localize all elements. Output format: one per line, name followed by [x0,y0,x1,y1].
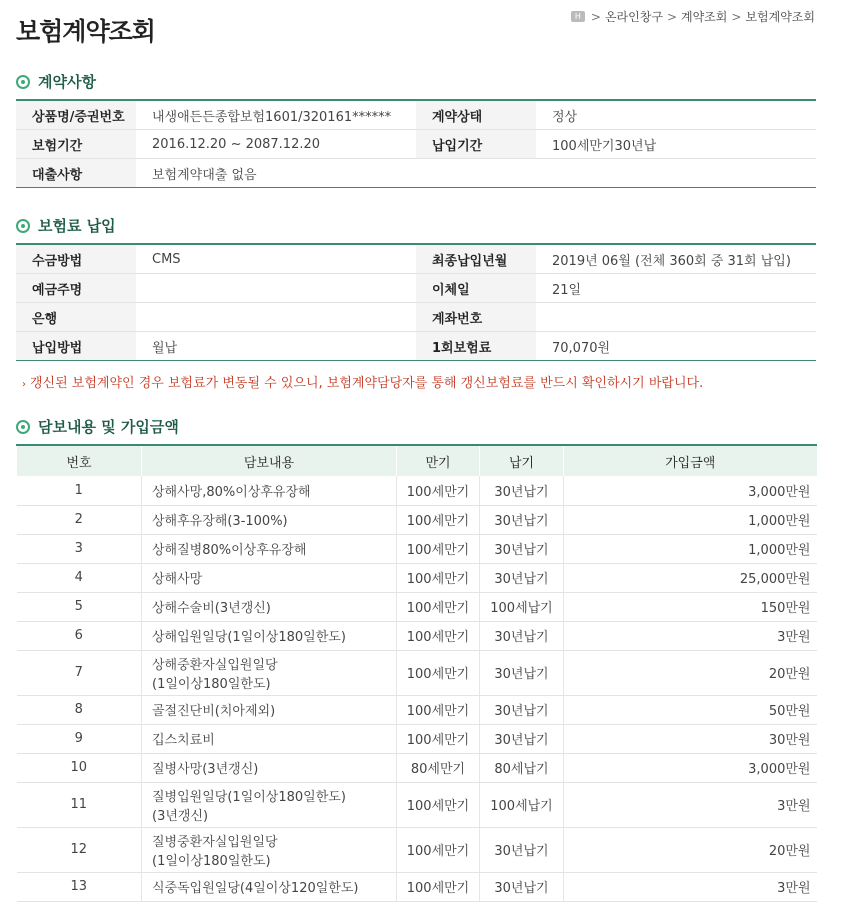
coverage-name-line: 식중독입원일당(4일이상120일한도) [152,881,359,896]
coverage-name [142,650,397,695]
payment-period: 30년납기 [480,534,564,563]
bank-value [136,303,416,332]
coverage-name-line: 상해수술비(3년갱신) [152,601,271,616]
breadcrumb-item-contract-inquiry[interactable]: 계약조회 [681,10,728,24]
maturity: 100세만기 [397,695,480,724]
payment-period: 30년납기 [480,476,564,505]
payment-period: 30년납기 [480,695,564,724]
coverage-name [142,695,397,724]
section-title-text: 보험료 납입 [38,217,116,235]
coverage-amount: 1,000만원 [564,505,817,534]
maturity: 100세만기 [397,534,480,563]
label: 대출사항 [16,159,136,188]
section-title-coverage [16,416,179,437]
table-row [17,592,817,621]
coverage-name-line: 상해중환자실입원일당 [152,657,278,673]
row-number: 3 [17,534,142,563]
method-value: CMS [136,244,416,274]
row-number: 12 [17,827,142,872]
product-value: 내생애든든종합보험1601/320161****** [136,100,416,130]
payment-period: 30년납기 [480,827,564,872]
status-value: 정상 [536,100,816,130]
coverage-name [142,782,397,827]
row-number: 9 [17,724,142,753]
section-title-contract [16,71,96,92]
coverage-name-line: 골절진단비(치아제외) [152,704,276,719]
holder-value [136,274,416,303]
table-row [17,650,817,695]
table-row [17,534,817,563]
chevron-right-icon: > [731,9,742,24]
coverage-name [142,827,397,872]
coverage-name [142,724,397,753]
row-number: 6 [17,621,142,650]
table-row [17,563,817,592]
maturity: 100세만기 [397,872,480,901]
maturity: 100세만기 [397,621,480,650]
coverage-amount: 1,000만원 [564,534,817,563]
row-number: 7 [17,650,142,695]
account-value [536,303,816,332]
row-number: 4 [17,563,142,592]
section-title-text: 담보내용 및 가입금액 [38,418,179,436]
maturity: 100세만기 [397,505,480,534]
renewal-notice [22,372,703,391]
bullet-icon [16,420,30,434]
notice-text: 갱신된 보험계약인 경우 보험료가 변동될 수 있으니, 보험계약담당자를 통해 갱신보험료를 반드시 확인하시기 바랍니다. [30,376,704,391]
section-title-premium [16,215,116,236]
header-amount: 가입금액 [564,445,817,476]
coverage-name [142,476,397,505]
coverage-name-line: 질병입원일당(1일이상180일한도) [152,789,346,805]
maturity: 100세만기 [397,563,480,592]
transfer-day-value: 21일 [536,274,816,303]
payment-period: 30년납기 [480,621,564,650]
coverage-name [142,563,397,592]
coverage-name-line: 질병사망(3년갱신) [152,762,259,777]
coverage-amount: 3만원 [564,782,817,827]
coverage-amount: 50만원 [564,695,817,724]
coverage-amount: 20만원 [564,650,817,695]
per-premium-value: 70,070원 [552,340,611,356]
coverage-table [16,444,817,902]
row-number: 1 [17,476,142,505]
table-row [17,872,817,901]
header-no: 번호 [17,445,142,476]
coverage-name-line: 질병중환자실입원일당 [152,834,278,850]
coverage-name [142,621,397,650]
coverage-amount: 3,000만원 [564,753,817,782]
coverage-amount: 150만원 [564,592,817,621]
row-number: 5 [17,592,142,621]
table-row [17,476,817,505]
coverage-name [142,753,397,782]
label: 은행 [16,303,136,332]
label: 예금주명 [16,274,136,303]
label: 이체일 [416,274,536,303]
breadcrumb [571,8,815,25]
section-title-text: 계약사항 [38,73,96,91]
coverage-name-line: 상해사망,80%이상후유장해 [152,484,311,500]
bullet-icon [16,219,30,233]
payment-period: 30년납기 [480,505,564,534]
table-row [17,621,817,650]
header-coverage: 담보내용 [142,445,397,476]
chevron-right-icon: > [590,9,601,24]
coverage-name-line: (1일이상180일한도) [152,676,271,692]
table-row [17,753,817,782]
maturity: 100세만기 [397,782,480,827]
payment-period: 100세납기 [480,592,564,621]
row-number: 8 [17,695,142,724]
label: 수금방법 [16,244,136,274]
coverage-amount: 3만원 [564,872,817,901]
payment-period: 100세납기 [480,782,564,827]
coverage-amount: 3,000만원 [564,476,817,505]
label: 1회보험료 [416,332,536,361]
payment-period: 30년납기 [480,650,564,695]
row-number: 2 [17,505,142,534]
coverage-name-line: (1일이상180일한도) [152,853,271,869]
label: 계약상태 [416,100,536,130]
maturity: 100세만기 [397,592,480,621]
label: 납입방법 [16,332,136,361]
home-icon[interactable]: H [571,11,585,22]
bullet-icon [16,75,30,89]
breadcrumb-item-online[interactable]: 온라인창구 [604,10,663,24]
table-row [17,695,817,724]
loan-value: 보험계약대출 없음 [152,167,257,183]
payment-period: 30년납기 [480,563,564,592]
coverage-name [142,534,397,563]
label: 상품명/증권번호 [16,100,136,130]
payment-period: 80세납기 [480,753,564,782]
coverage-name-line: 깁스치료비 [152,733,215,748]
table-row [17,724,817,753]
label: 보험기간 [16,130,136,159]
pay-period-value: 100세만기30년납 [536,130,816,159]
table-row [17,782,817,827]
table-row [17,505,817,534]
chevron-right-icon: > [666,9,677,24]
contract-info-table [16,99,816,188]
coverage-name-line: (3년갱신) [152,808,209,824]
label: 납입기간 [416,130,536,159]
coverage-name-line: 상해질병80%이상후유장해 [152,543,307,558]
header-payment: 납기 [480,445,564,476]
row-number: 13 [17,872,142,901]
coverage-amount: 30만원 [564,724,817,753]
coverage-name-line: 상해후유장해(3-100%) [152,514,288,529]
coverage-name [142,505,397,534]
header-maturity: 만기 [397,445,480,476]
label: 계좌번호 [416,303,536,332]
payment-period: 30년납기 [480,724,564,753]
coverage-amount: 25,000만원 [564,563,817,592]
pay-method-value: 월납 [152,340,178,356]
label: 최종납입년월 [416,244,536,274]
maturity: 100세만기 [397,650,480,695]
coverage-amount: 20만원 [564,827,817,872]
last-payment-value: 2019년 06월 (전체 360회 중 31회 납입) [536,244,816,274]
chevron-right-icon: › [22,379,26,390]
coverage-name [142,872,397,901]
coverage-amount: 3만원 [564,621,817,650]
payment-period: 30년납기 [480,872,564,901]
breadcrumb-item-current: 보험계약조회 [745,10,815,24]
row-number: 11 [17,782,142,827]
table-row [17,827,817,872]
page-title: 보험계약조회 [16,17,155,46]
row-number: 10 [17,753,142,782]
maturity: 100세만기 [397,724,480,753]
period-value: 2016.12.20 ~ 2087.12.20 [136,130,416,159]
maturity: 80세만기 [397,753,480,782]
coverage-name [142,592,397,621]
coverage-name-line: 상해사망 [152,572,203,587]
premium-info-table [16,243,816,361]
coverage-name-line: 상해입원일당(1일이상180일한도) [152,630,346,645]
maturity: 100세만기 [397,827,480,872]
maturity: 100세만기 [397,476,480,505]
